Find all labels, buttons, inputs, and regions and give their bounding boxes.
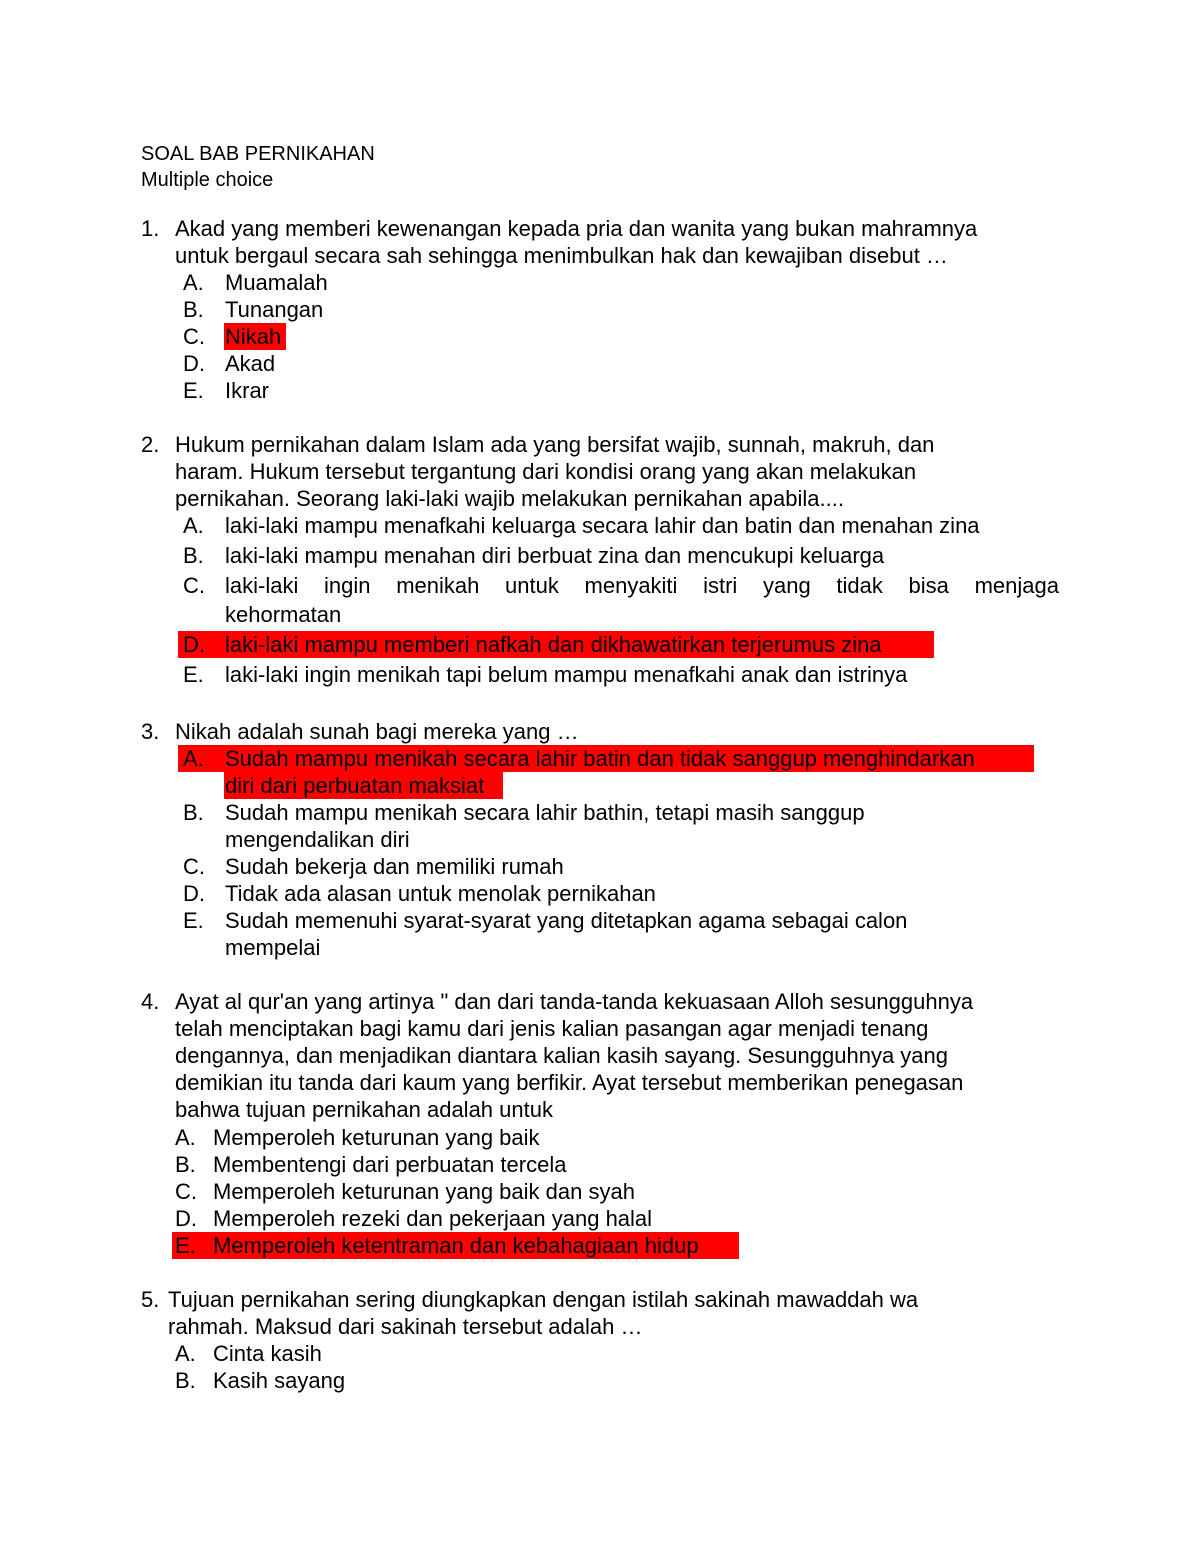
option-letter: C.	[183, 854, 205, 879]
option-text-correct: Sudah mampu menikah secara lahir batin dan tidak sanggup menghindarkan	[225, 746, 975, 771]
option-word: menyakiti	[584, 573, 678, 598]
option-text-correct: Nikah	[225, 324, 282, 349]
option-text: Muamalah	[225, 270, 328, 295]
option-text: Kasih sayang	[213, 1368, 346, 1393]
option-letter: B.	[175, 1152, 196, 1177]
question-line: Ayat al qur'an yang artinya " dan dari tanda-tanda kekuasaan Alloh sesungguhnya	[175, 989, 974, 1014]
question-number: 3.	[141, 719, 160, 744]
question-text	[175, 988, 973, 1123]
option-text-correct: Memperoleh ketentraman dan kebahagiaan hidup	[213, 1233, 699, 1258]
option-text: Sudah mampu menikah secara lahir bathin, tetapi masih sanggup	[225, 800, 865, 825]
option-letter-correct: D.	[183, 632, 205, 657]
option-letter: E.	[183, 908, 204, 933]
page-title: SOAL BAB PERNIKAHAN	[141, 143, 375, 165]
option-word: ingin	[324, 573, 371, 598]
option-word: tidak	[836, 573, 883, 598]
option-text: laki-laki mampu menafkahi keluarga secara lahir dan batin dan menahan zina	[225, 513, 980, 538]
question-number: 4.	[141, 989, 160, 1014]
option-text-continued: mempelai	[225, 935, 321, 960]
option-letter: D.	[175, 1206, 197, 1231]
question-text	[168, 1286, 918, 1340]
question-number: 5.	[141, 1287, 160, 1312]
option-letter: A.	[175, 1341, 196, 1366]
option-letter: E.	[183, 378, 204, 403]
question-line: rahmah. Maksud dari sakinah tersebut adalah …	[168, 1314, 643, 1339]
option-word: laki-laki	[225, 573, 299, 598]
option-text: Sudah bekerja dan memiliki rumah	[225, 854, 564, 879]
question-number: 2.	[141, 432, 160, 457]
question-line: bahwa tujuan pernikahan adalah untuk	[175, 1097, 553, 1122]
option-word: istri	[703, 573, 738, 598]
question-text	[175, 718, 579, 745]
question-line: pernikahan. Seorang laki-laki wajib melakukan pernikahan apabila....	[175, 486, 844, 511]
option-letter: B.	[183, 800, 204, 825]
option-text-continued: kehormatan	[225, 602, 342, 627]
question-text	[175, 431, 934, 512]
option-word: yang	[763, 573, 811, 598]
option-letter: C.	[183, 324, 205, 349]
option-text-continued: mengendalikan diri	[225, 827, 410, 852]
option-letter: E.	[183, 662, 204, 687]
option-word: menikah	[396, 573, 480, 598]
option-text: Cinta kasih	[213, 1341, 322, 1366]
question-line: Akad yang memberi kewenangan kepada pria dan wanita yang bukan mahramnya	[175, 216, 978, 241]
option-text: Tidak ada alasan untuk menolak pernikahan	[225, 881, 656, 906]
question-text	[175, 215, 977, 269]
option-text-correct-continued: diri dari perbuatan maksiat	[225, 773, 485, 798]
question-line: Nikah adalah sunah bagi mereka yang …	[175, 719, 579, 744]
option-text: Tunangan	[225, 297, 324, 322]
question-line: Hukum pernikahan dalam Islam ada yang bersifat wajib, sunnah, makruh, dan	[175, 432, 935, 457]
question-line: haram. Hukum tersebut tergantung dari kondisi orang yang akan melakukan	[175, 459, 917, 484]
option-text: Ikrar	[225, 378, 269, 403]
option-letter: D.	[183, 881, 205, 906]
option-text: Memperoleh rezeki dan pekerjaan yang halal	[213, 1206, 653, 1231]
option-text: Memperoleh keturunan yang baik dan syah	[213, 1179, 635, 1204]
option-text: Memperoleh keturunan yang baik	[213, 1125, 540, 1150]
question-line: telah menciptakan bagi kamu dari jenis kalian pasangan agar menjadi tenang	[175, 1016, 929, 1041]
question-line: Tujuan pernikahan sering diungkapkan dengan istilah sakinah mawaddah wa	[168, 1287, 919, 1312]
option-letter: B.	[183, 297, 204, 322]
option-text: laki-laki mampu menahan diri berbuat zina dan mencukupi keluarga	[225, 543, 885, 568]
option-text-justified	[225, 572, 1059, 599]
option-word: menjaga	[974, 573, 1059, 598]
option-word: bisa	[908, 573, 949, 598]
question-line: dengannya, dan menjadikan diantara kalian kasih sayang. Sesungguhnya yang	[175, 1043, 949, 1068]
question-number: 1.	[141, 216, 160, 241]
question-line: untuk bergaul secara sah sehingga menimbulkan hak dan kewajiban disebut …	[175, 243, 948, 268]
option-letter: C.	[183, 573, 205, 598]
option-text: Akad	[225, 351, 276, 376]
option-letter-correct: A.	[183, 746, 204, 771]
option-letter: B.	[175, 1368, 196, 1393]
option-letter-correct: E.	[175, 1233, 196, 1258]
option-text: laki-laki ingin menikah tapi belum mampu menafkahi anak dan istrinya	[225, 662, 908, 687]
option-text-correct: laki-laki mampu memberi nafkah dan dikhawatirkan terjerumus zina	[225, 632, 882, 657]
option-text: Sudah memenuhi syarat-syarat yang ditetapkan agama sebagai calon	[225, 908, 908, 933]
option-word: untuk	[505, 573, 559, 598]
question-line: demikian itu tanda dari kaum yang berfikir. Ayat tersebut memberikan penegasan	[175, 1070, 964, 1095]
option-letter: A.	[175, 1125, 196, 1150]
option-letter: A.	[183, 270, 204, 295]
option-letter: C.	[175, 1179, 197, 1204]
option-letter: A.	[183, 513, 204, 538]
option-letter: B.	[183, 543, 204, 568]
option-letter: D.	[183, 351, 205, 376]
page-subtitle: Multiple choice	[141, 169, 274, 191]
option-text: Membentengi dari perbuatan tercela	[213, 1152, 567, 1177]
